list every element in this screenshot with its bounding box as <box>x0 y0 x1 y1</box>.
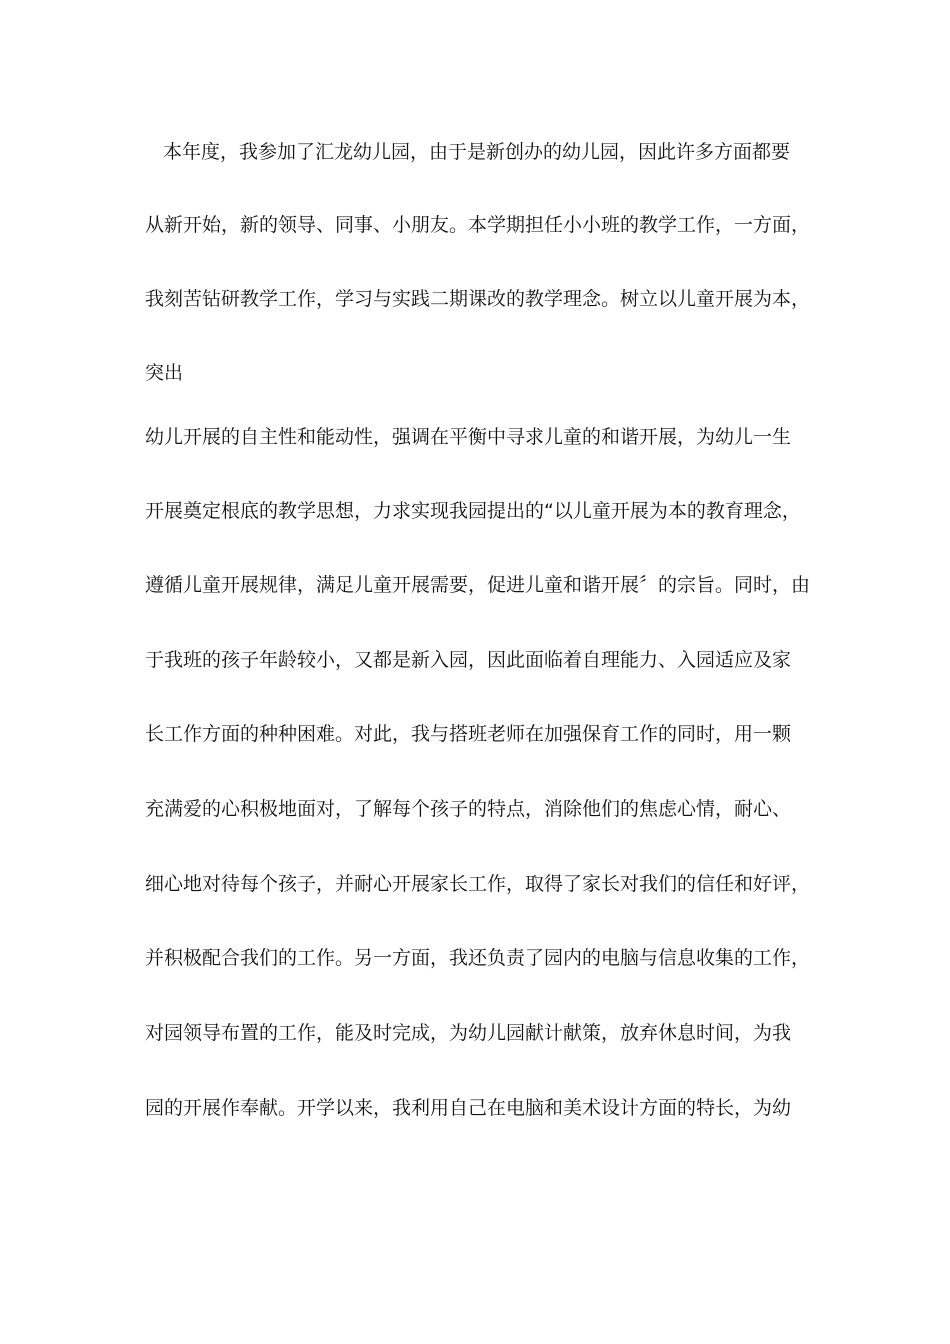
paragraph-line: 于我班的孩子年龄较小，又都是新入园，因此面临着自理能力、入园适应及家 <box>145 649 792 671</box>
paragraph-line: 对园领导布置的工作，能及时完成，为幼儿园献计献策，放弃休息时间，为我 <box>145 1022 792 1044</box>
paragraph-line: 遵循儿童开展规律，满足儿童开展需要，促进儿童和谐开展〞的宗旨。同时，由 <box>145 574 811 596</box>
paragraph-line: 细心地对待每个孩子，并耐心开展家长工作，取得了家长对我们的信任和好评， <box>145 873 811 895</box>
paragraph-line: 突出 <box>145 362 184 384</box>
paragraph-line: 本年度，我参加了汇龙幼儿园，由于是新创办的幼儿园，因此许多方面都要 <box>163 141 791 163</box>
paragraph-line: 我刻苦钻研教学工作，学习与实践二期课改的教学理念。树立以儿童开展为本， <box>145 288 811 310</box>
paragraph-line: 从新开始，新的领导、同事、小朋友。本学期担任小小班的教学工作，一方面， <box>145 214 811 236</box>
paragraph-line: 长工作方面的种种困难。对此，我与搭班老师在加强保育工作的同时，用一颗 <box>145 723 792 745</box>
paragraph-line: 开展奠定根底的教学思想，力求实现我园提出的“以儿童开展为本的教育理念， <box>145 500 801 522</box>
paragraph-line: 园的开展作奉献。开学以来，我利用自己在电脑和美术设计方面的特长，为幼 <box>145 1097 792 1119</box>
paragraph-line: 幼儿开展的自主性和能动性，强调在平衡中寻求儿童的和谐开展，为幼儿一生 <box>145 426 792 448</box>
paragraph-line: 并积极配合我们的工作。另一方面，我还负责了园内的电脑与信息收集的工作， <box>145 947 811 969</box>
paragraph-line: 充满爱的心积极地面对，了解每个孩子的特点，消除他们的焦虑心情，耐心、 <box>145 798 792 820</box>
